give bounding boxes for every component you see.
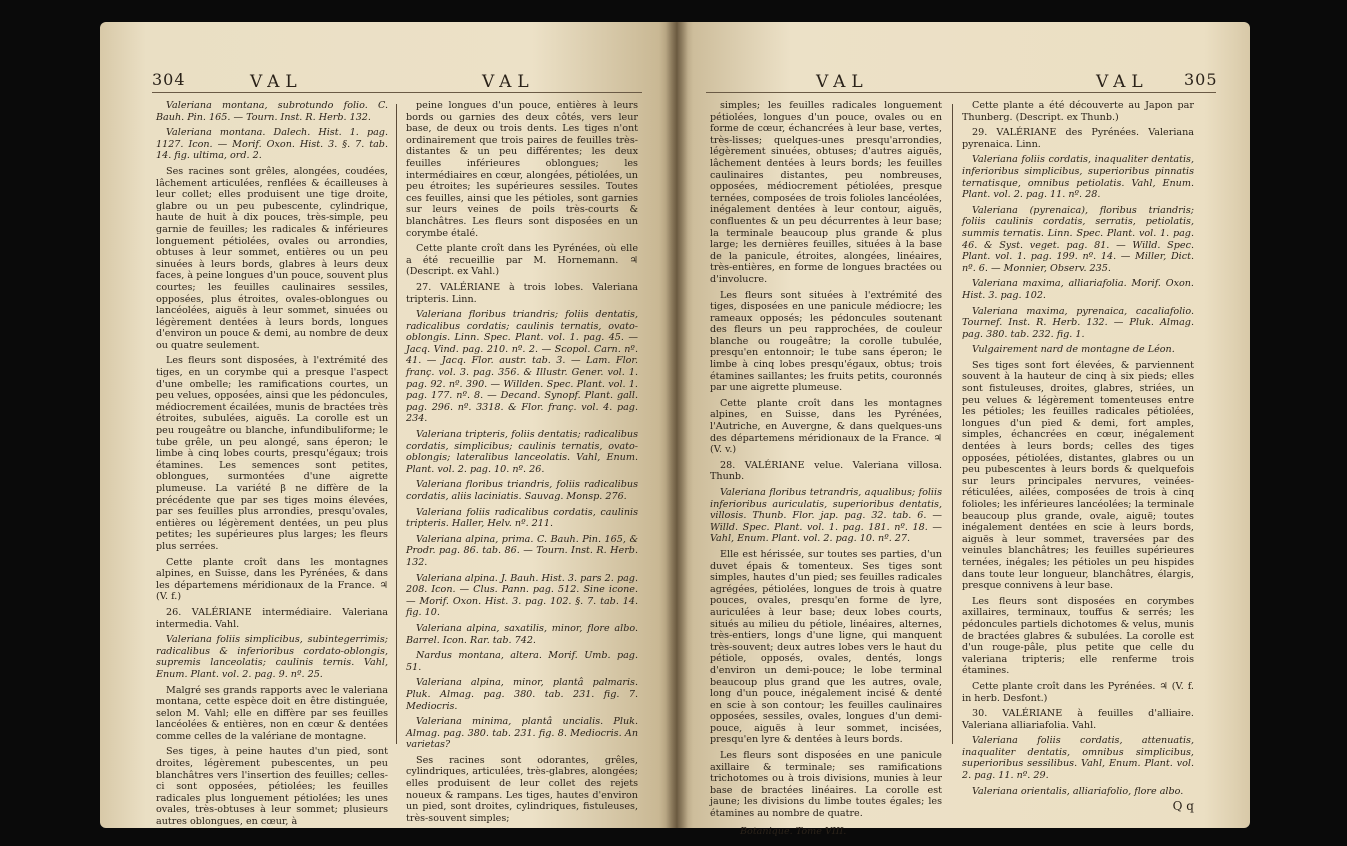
paragraph: Ses tiges sont fort élevées, & parviennent souvent à la hauteur de cinq à six pieds; elles sont fistuleuses, droites, glabres, striées, un peu velues & légèrement tomenteuses entre les pétioles; les feuilles radicales pétiolées, longues d'un pied & demi, fort amples, simples, échancrées en cœur, inégalement dentées à leurs bords; celles des tiges opposées, pétiolées, distantes, glabres ou un peu pubescentes à leurs bords & quelquefois sur leurs principales nervures, veinées-réticulées, ailées, composées de trois à cinq folioles; les inférieures lancéolées; la terminale beaucoup plus grande, ovale, aiguë; toutes inégalement dentées en scie à leurs bords, aiguës à leur sommet, traversées par des veinules blanchâtres; les feuilles supérieures ternées, inégales; les pétioles un peu hispides dans toute leur longueur, blanchâtres, élargis, presque connivens à leur base. <box>962 359 1194 592</box>
paragraph: Elle est hérissée, sur toutes ses parties, d'un duvet épais & tomenteux. Ses tiges sont simples, hautes d'un pied; ses feuilles radicales agrégées, pétiolées, longues de trois à quatre pouces, ovales, presqu'en forme de lyre, auriculées à leur base; deux lobes courts, situés au milieu du pétiole, linéaires, alternes, très-entiers, longs d'une ligne, qui manquent très-souvent; deux autres lobes vers le haut du pétiole, opposés, ovales, dentés, longs d'environ un demi-pouce; le lobe terminal beaucoup plus grand que les autres, ovale, long d'un pouce, inégalement incisé & denté en scie à son contour; les feuilles caulinaires opposées, sessiles, ovales, longues d'un demi-pouce, aiguës à leur sommet, incisées, presqu'en lyre & dentées à leurs bords. <box>710 548 942 746</box>
paragraph: Les fleurs sont disposées en corymbes axillaires, terminaux, touffus & serrés; les pédoncules partiels dichotomes & velus, munis de bractées glabres & subulées. La corolle est d'un rouge-pâle, plus petite que celle du valeriana tripteris; elle renferme trois étamines. <box>962 595 1194 677</box>
right-column-1 <box>710 100 942 837</box>
paragraph: Valeriana montana. Dalech. Hist. 1. pag. 1127. Icon. — Morif. Oxon. Hist. 3. §. 7. tab. 14. fig. ultima, ord. 2. <box>156 127 388 162</box>
book-spread <box>100 22 1250 837</box>
species-heading: 28. VALÉRIANE velue. Valeriana villosa. Thunb. <box>710 459 942 483</box>
left-head-word-2: VAL <box>482 72 535 92</box>
paragraph: Valeriana alpina, minor, plantâ palmaris. Pluk. Almag. pag. 380. tab. 231. fig. 7. Mediocris. <box>406 677 638 712</box>
paragraph: Valeriana foliis cordatis, attenuatis, inaqualiter dentatis, omnibus simplicibus, superioribus sessilibus. Vahl, Enum. Plant. vol. 2. pag. 11. nº. 29. <box>962 735 1194 782</box>
left-column-divider <box>396 104 397 744</box>
paragraph: peine longues d'un pouce, entières à leurs bords ou garnies des deux côtés, vers leur base, de deux ou trois dents. Les tiges n'ont ordinairement que trois paires de feuilles très-distantes & un peu différentes; les deux feuilles inférieures oblongues; les intermédiaires en cœur, alongées, pétiolées, un peu étroites; les supérieures sessiles. Toutes ces feuilles, ainsi que les pétioles, sont garnies sur leurs veines de poils très-courts & blanchâtres. Les fleurs sont disposées en un corymbe étalé. <box>406 100 638 239</box>
paragraph: simples; les feuilles radicales longuement pétiolées, longues d'un pouce, ovales ou en forme de cœur, échancrées à leur base, vertes, très-lisses; quelques-unes presqu'arrondies, légèrement sinuées, obtuses; d'autres aiguës, lâchement dentées à leurs bords; les feuilles caulinaires distantes, peu nombreuses, opposées, médiocrement pétiolées, presque ternées, composées de trois folioles lancéolées, inégalement dentées à leur contour, aiguës, confluentes & un peu décurrentes à leur base; la terminale beaucoup plus grande & plus large; les dernières feuilles, situées à la base de la panicule, étroites, alongées, linéaires, très-entières, en forme de longues bractées ou d'involucre. <box>710 100 942 285</box>
paragraph: Malgré ses grands rapports avec le valeriana montana, cette espèce doit en être distinguée, selon M. Vahl; elle en diffère par ses feuilles lancéolées & entières, non en cœur & dentées comme celles de la valériane de montagne. <box>156 684 388 742</box>
paragraph: Valeriana floribus triandris; foliis dentatis, radicalibus cordatis; caulinis ternatis, ovato-oblongis. Linn. Spec. Plant. vol. 1. pag. 45. — Jacq. Vind. pag. 210. nº. 2. — Scopol. Carn. nº. 41. — Jacq. Flor. austr. tab. 3. — Lam. Flor. franç. vol. 3. pag. 356. & Illustr. Gener. vol. 1. pag. 92. nº. 390. — Willden. Spec. Plant. vol. 1. pag. 177. nº. 8. — Decand. Synopf. Plant. gall. pag. 296. nº. 3318. & Flor. franç. vol. 4. pag. 234. <box>406 309 638 425</box>
species-heading: 30. VALÉRIANE à feuilles d'alliaire. Valeriana alliariafolia. Vahl. <box>962 708 1194 731</box>
left-head-word-1: VAL <box>250 72 303 92</box>
page-footer: Botanique. Tome VIII. <box>740 825 847 837</box>
paragraph: Valeriana alpina, saxatilis, minor, flore albo. Barrel. Icon. Rar. tab. 742. <box>406 622 638 646</box>
paragraph: Vulgairement nard de montagne de Léon. <box>972 344 1175 356</box>
left-column-1 <box>156 100 388 832</box>
right-page <box>676 22 1250 837</box>
paragraph: Cette plante croît dans les Pyrénées. ♃ (V. f. in herb. Desfont.) <box>962 680 1194 704</box>
species-heading: 26. VALÉRIANE intermédiaire. Valeriana intermedia. Vahl. <box>156 606 388 630</box>
paragraph: Valeriana (pyrenaica), floribus triandris; foliis caulinis cordatis, serratis, petiolatis, summis ternatis. Linn. Spec. Plant. vol. 1. pag. 46. & Syst. veget. pag. 81. — Willd. Spec. Plant. vol. 1. pag. 199. nº. 14. — Miller, Dict. nº. 6. — Monnier, Observ. 235. <box>962 204 1194 274</box>
right-head-word-1: VAL <box>816 72 869 92</box>
right-column-2 <box>962 100 1194 813</box>
left-page-number: 304 <box>152 70 186 89</box>
paragraph: Les fleurs sont disposées en une panicule axillaire & terminale; ses ramifications trichotomes ou à trois divisions, munies à leur base de bractées linéaires. La corolle est jaune; les divisions du limbe toutes égales; les étamines au nombre de quatre. <box>710 750 942 820</box>
paragraph: Valeriana floribus tetrandris, aqualibus; foliis inferioribus auriculatis, superioribus dentatis, villosis. Thunb. Flor. jap. pag. 32. tab. 6. — Willd. Spec. Plant. vol. 1. pag. 181. nº. 18. — Vahl, Enum. Plant. vol. 2. pag. 10. nº. 27. <box>710 487 942 545</box>
left-head-rule <box>152 92 642 93</box>
paragraph: Cette plante croît dans les Pyrénées, où elle a été recueillie par M. Hornemann. ♃ (Descript. ex Vahl.) <box>406 243 638 278</box>
paragraph: Ses racines sont odorantes, grêles, cylindriques, articulées, très-glabres, alongées; elles produisent de leur collet des rejets noueux & rampans. Les tiges, hautes d'environ un pied, sont droites, cylindriques, fistuleuses, très-souvent simples; <box>406 754 638 824</box>
paragraph: Ses racines sont grêles, alongées, coudées, lâchement articulées, renflées & écailleuses à leur collet; elles produisent une tige droite, glabre ou un peu pubescente, cylindrique, haute de huit à dix pouces, très-simple, peu garnie de feuilles; les radicales & inférieures longuement pétiolées, ovales ou arrondies, obtuses à leur sommet, entières ou un peu sinuées à leurs bords, glabres à leurs deux faces, à peine longues d'un pouce, souvent plus courtes; les feuilles caulinaires sessiles, opposées, plus étroites, ovales-oblongues ou lancéolées, aiguës à leur sommet, sinuées ou légèrement dentées à leurs bords, longues d'environ un pouce & demi, au nombre de deux ou quatre seulement. <box>156 165 388 351</box>
paragraph: Nardus montana, altera. Morif. Umb. pag. 51. <box>406 650 638 673</box>
paragraph: Valeriana foliis simplicibus, subintegerrimis; radicalibus & inferioribus cordato-oblongis, supremis lanceolatis; caulinis ternis. Vahl, Enum. Plant. vol. 2. pag. 9. nº. 25. <box>156 634 388 680</box>
paragraph: Valeriana foliis radicalibus cordatis, caulinis tripteris. Haller, Helv. nº. 211. <box>406 506 638 530</box>
paragraph: Valeriana montana, subrotundo folio. C. Bauh. Pin. 165. — Tourn. Inst. R. Herb. 132. <box>156 100 388 123</box>
paragraph: Valeriana minima, plantâ uncialis. Pluk. Almag. pag. 380. tab. 231. fig. 8. Mediocris. An varietas? <box>406 716 638 751</box>
paragraph: Valeriana alpina. J. Bauh. Hist. 3. pars 2. pag. 208. Icon. — Clus. Pann. pag. 512. Sine icone. — Morif. Oxon. Hist. 3. pag. 102. §. 7. tab. 14. fig. 10. <box>406 572 638 619</box>
paragraph: Ses tiges, à peine hautes d'un pied, sont droites, légèrement pubescentes, un peu blanchâtres vers l'insertion des feuilles; celles-ci sont opposées, pétiolées; les feuilles radicales plus longuement pétiolées; les unes ovales, très-obtuses à leur sommet; plusieurs autres oblongues, en cœur, à <box>156 746 388 828</box>
right-head-word-2: VAL <box>1096 72 1149 92</box>
paragraph: Les fleurs sont disposées, à l'extrémité des tiges, en un corymbe qui a presque l'aspect d'une ombelle; les ramifications courtes, un peu velues, opposées, ainsi que les pédoncules, médiocrement écailées, munis de bractées très étroites, subulées, aiguës. La corolle est un peu rougeâtre ou blanche, infundibuliforme; le tube grêle, un peu alongé, sans éperon; le limbe à cinq lobes courts, presqu'égaux; trois étamines. Les semences sont petites, oblongues, surmontées d'une aigrette plumeuse. La variété β ne diffère de la précédente que par ses tiges moins élevées, par ses feuilles plus arrondies, presqu'ovales, entières ou légèrement dentées, un peu plus petites; les supérieures plus larges; les fleurs plus serrées. <box>156 355 388 552</box>
paragraph: Les fleurs sont situées à l'extrémité des tiges, disposées en une panicule médiocre; les rameaux opposés; les pédoncules soutenant des fleurs un peu rapprochées, de couleur blanche ou rougeâtre; la corolle tubulée, presqu'en entonnoir; le tube sans éperon; le limbe à cinq lobes presqu'égaux, obtus; trois étamines saillantes; les fruits petits, couronnés par une aigrette plumeuse. <box>710 289 942 394</box>
paragraph: Cette plante a été découverte au Japon par Thunberg. (Descript. ex Thunb.) <box>962 100 1194 123</box>
paragraph: Valeriana floribus triandris, foliis radicalibus cordatis, aliis laciniatis. Sauvag. Monsp. 276. <box>406 479 638 502</box>
right-head-rule <box>706 92 1216 93</box>
paragraph: Cette plante croît dans les montagnes alpines, en Suisse, dans les Pyrénées, l'Autriche, en Auvergne, & dans quelques-uns des départemens méridionaux de la France. ♃ (V. v.) <box>710 397 942 456</box>
paragraph: Cette plante croît dans les montagnes alpines, en Suisse, dans les Pyrénées, & dans les départemens méridionaux de la France. ♃ (V. f.) <box>156 556 388 603</box>
paragraph: Valeriana orientalis, alliariafolio, flore albo. <box>972 785 1184 797</box>
paragraph: Valeriana tripteris, foliis dentatis; radicalibus cordatis, simplicibus; caulinis ternatis, ovato-oblongis; lateralibus lanceolatis. Vahl, Enum. Plant. vol. 2. pag. 10. nº. 26. <box>406 429 638 475</box>
paragraph: Valeriana maxima, pyrenaica, cacaliafolio. Tournef. Inst. R. Herb. 132. — Pluk. Almag. pag. 380. tab. 232. fig. 1. <box>962 305 1194 340</box>
species-heading: 27. VALÉRIANE à trois lobes. Valeriana tripteris. Linn. <box>406 281 638 305</box>
left-page <box>100 22 676 828</box>
signature-mark: Q q <box>1172 799 1194 814</box>
left-column-2 <box>406 100 638 828</box>
right-column-divider <box>952 104 953 744</box>
paragraph: Valeriana maxima, alliariafolia. Morif. Oxon. Hist. 3. pag. 102. <box>962 278 1194 301</box>
paragraph: Valeriana foliis cordatis, inaqualiter dentatis, inferioribus simplicibus, superioribus pinnatis ternatisque, omnibus petiolatis. Vahl, Enum. Plant. vol. 2. pag. 11. nº. 28. <box>962 154 1194 201</box>
paragraph: Valeriana alpina, prima. C. Bauh. Pin. 165, & Prodr. pag. 86. tab. 86. — Tourn. Inst. R. Herb. 132. <box>406 533 638 568</box>
species-heading: 29. VALÉRIANE des Pyrénées. Valeriana pyrenaica. Linn. <box>962 127 1194 150</box>
right-page-number: 305 <box>1184 70 1218 89</box>
